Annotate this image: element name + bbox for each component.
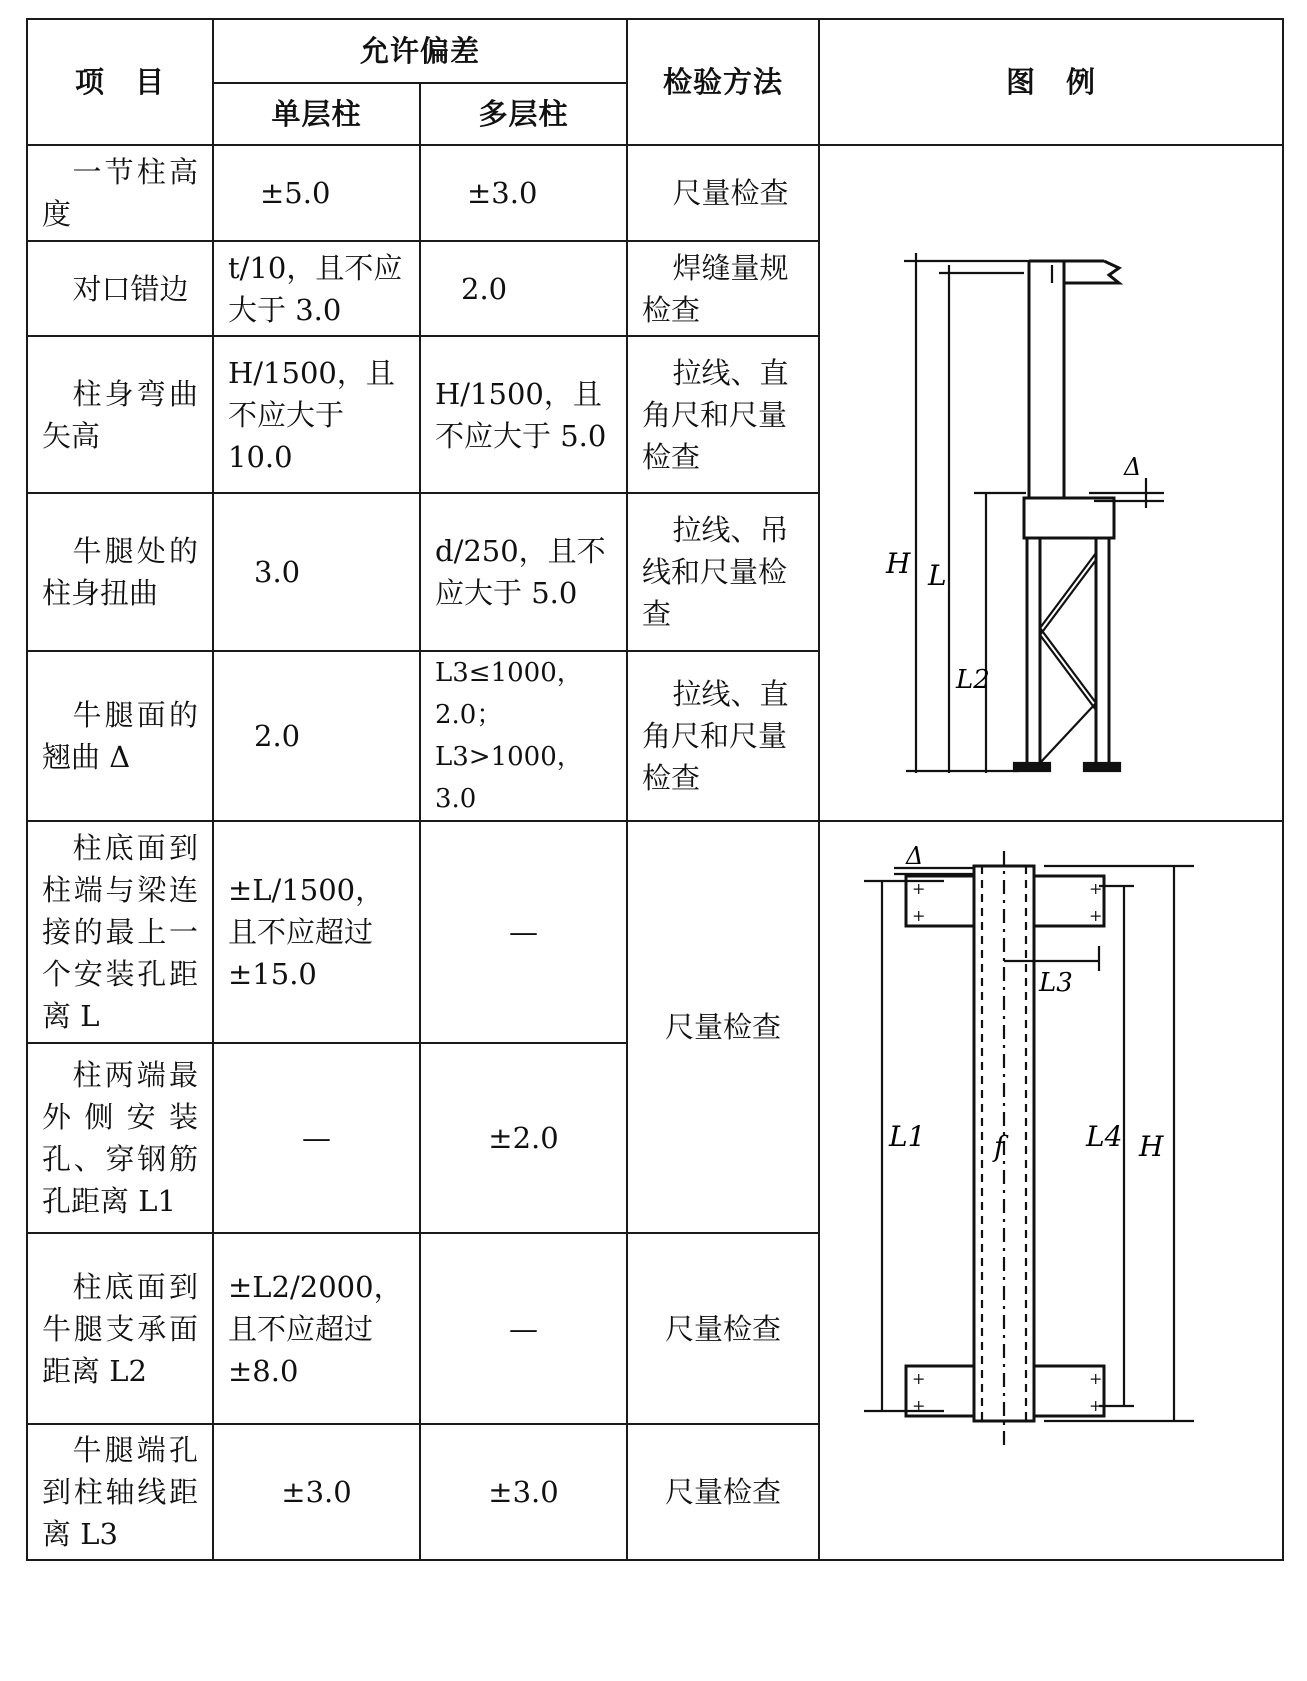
row-multi-value: ±3.0	[420, 145, 627, 241]
row-method: 拉线、直角尺和尺量检查	[627, 336, 819, 493]
row-multi-value: ±2.0	[420, 1043, 627, 1233]
tolerance-table	[26, 18, 1284, 1561]
header-single-column: 单层柱	[213, 83, 420, 145]
svg-text:+: +	[912, 905, 926, 925]
row-multi-value: —	[420, 1233, 627, 1424]
row-item: 柱底面到牛腿支承面距离 L2	[27, 1233, 213, 1424]
header-multi-column: 多层柱	[420, 83, 627, 145]
row-single-value: —	[213, 1043, 420, 1233]
svg-text:+: +	[1089, 1368, 1103, 1388]
label-L2-top: L2	[956, 665, 990, 695]
figure-bottom-cell	[819, 821, 1283, 1560]
row-method: 尺量检查	[627, 145, 819, 241]
row-item: 柱底面到柱端与梁连接的最上一个安装孔距离 L	[27, 821, 213, 1043]
row-item: 牛腿端孔到柱轴线距离 L3	[27, 1424, 213, 1560]
row-method: 尺量检查	[627, 1233, 819, 1424]
label-L3-bottom: L3	[1039, 967, 1073, 998]
figure-top-cell	[819, 145, 1283, 821]
row-method: 拉线、吊线和尺量检查	[627, 493, 819, 651]
label-L4-bottom: L4	[1086, 1119, 1123, 1153]
column-elevation-diagram	[834, 173, 1298, 793]
row-multi-value: 2.0	[420, 241, 627, 336]
row-single-value: 2.0	[213, 651, 420, 821]
row-method: 尺量检查	[627, 821, 819, 1233]
row-item: 牛腿面的翘曲 Δ	[27, 651, 213, 821]
svg-text:+: +	[1089, 1395, 1103, 1415]
label-L1-bottom: L1	[889, 1119, 926, 1153]
row-item: 一节柱高度	[27, 145, 213, 241]
header-inspection-method: 检验方法	[627, 19, 819, 145]
svg-text:+: +	[912, 878, 926, 898]
header-item: 项 目	[27, 19, 213, 145]
column-corbel-diagram	[834, 846, 1298, 1536]
row-item: 牛腿处的柱身扭曲	[27, 493, 213, 651]
label-H-top: H	[886, 547, 911, 580]
row-multi-value: L3≤1000，2.0；L3>1000，3.0	[420, 651, 627, 821]
row-item: 对口错边	[27, 241, 213, 336]
svg-text:+: +	[1089, 905, 1103, 925]
svg-text:+: +	[912, 1395, 926, 1415]
row-single-value: H/1500，且不应大于 10.0	[213, 336, 420, 493]
row-single-value: 3.0	[213, 493, 420, 651]
row-single-value: ±L2/2000，且不应超过±8.0	[213, 1233, 420, 1424]
svg-text:+: +	[1089, 878, 1103, 898]
row-multi-value: ±3.0	[420, 1424, 627, 1560]
label-f-bottom: f	[994, 1129, 1005, 1163]
row-single-value: t/10，且不应大于 3.0	[213, 241, 420, 336]
header-figure: 图 例	[819, 19, 1283, 145]
header-allowable-deviation: 允许偏差	[213, 19, 627, 83]
row-single-value: ±3.0	[213, 1424, 420, 1560]
svg-text:+: +	[912, 1368, 926, 1388]
row-single-value: ±5.0	[213, 145, 420, 241]
row-method: 拉线、直角尺和尺量检查	[627, 651, 819, 821]
row-multi-value: d/250，且不应大于 5.0	[420, 493, 627, 651]
label-H-bottom: H	[1139, 1129, 1164, 1163]
row-multi-value: H/1500，且不应大于 5.0	[420, 336, 627, 493]
label-delta-bottom: Δ	[906, 845, 924, 870]
row-method: 尺量检查	[627, 1424, 819, 1560]
label-delta-top: Δ	[1124, 453, 1142, 481]
row-single-value: ±L/1500，且不应超过±15.0	[213, 821, 420, 1043]
label-L-top: L	[928, 559, 947, 592]
row-method: 焊缝量规检查	[627, 241, 819, 336]
row-multi-value: —	[420, 821, 627, 1043]
row-item: 柱身弯曲矢高	[27, 336, 213, 493]
row-item: 柱两端最外侧安装孔、穿钢筋孔距离 L1	[27, 1043, 213, 1233]
